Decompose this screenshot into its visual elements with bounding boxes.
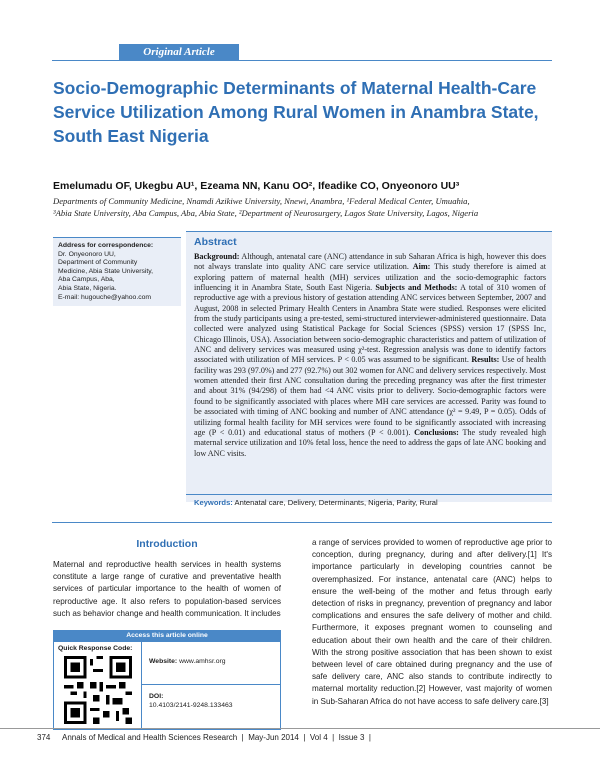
abstract-conclusions-label: Conclusions: (414, 427, 459, 437)
doi-label: DOI: (149, 693, 164, 700)
doi-block (149, 692, 277, 710)
page-number: 374 (37, 733, 51, 742)
author-list: Emelumadu OF, Ukegbu AU¹, Ezeama NN, Kanu OO², Ifeadike CO, Onyeonoro UU³ (53, 180, 460, 192)
abstract-results: Use of health facility was 293 (97.0%) and 277 (92.7%) out 302 women for ANC and delivery services respectively. Most women attended their first ANC consultation during the preceding pregnancy was after the first trimester and about 31% (94/298) of them had <4 ANC visits prior to delivery. Socio-demographic factors were found to be significantly associated with places where MH care services are accessed. Parity was found to be associated with timing of ANC booking and number of ANC attendance (χ² = 9.49, P = 0.05). Odds of utilizing formal health facility for MH services were found to be significantly associated with increasing age (P < 0.01) and educational status of mothers (P < 0.001). (194, 355, 546, 437)
keywords (194, 498, 546, 507)
affiliation-line: Departments of Community Medicine, Nnamdi Azikiwe University, Nnewi, Anambra, ¹Federal Medical Center, Umuahia, (53, 196, 470, 206)
introduction-right-column: a range of services provided to women of reproductive age prior to conception, during pregnancy, during and after delivery.[1] It's importance particularly in developing countries cannot be overemphasized. For instance, antenatal care (ANC) helps to ensure the well-being of the mother and fetus through early detection of risks in pregnancy, prevention of pregnancy and labor complications and ensures the safe delivery of mother and child. Furthermore, it exposes pregnant women to counseling and education about their own health and the care of their children. With the strong positive association that has been shown to exist between level of care obtained during pregnancy and the use of safe delivery care, ANC also stands to contribute indirectly to maternal mortality reduction.[2] However, vast majority of women in Sub-Saharan Africa do not have access to safe delivery care.[3] (312, 538, 552, 706)
abstract-background: Although, antenatal care (ANC) attendance in sub Saharan Africa is high, however this does not always translate into quality ANC care service utilization. (194, 252, 546, 272)
section-rule (52, 522, 552, 523)
introduction-heading: Introduction (136, 538, 198, 550)
access-box-divider (141, 684, 281, 685)
abstract-aim: This study therefore is aimed at exploring pattern of maternal health (MH) services utilization and the socio-demographic factors influencing it in Anambra State, South East Nigeria. (194, 262, 546, 293)
header-rule (52, 60, 552, 61)
website-label: Website: (149, 658, 178, 665)
abstract-conclusions: The study revealed high maternal service utilization and 10% fetal loss, hence the need to address the gaps of late ANC booking and low ANC visits. (194, 427, 547, 458)
correspondence-line: Abia State, Nigeria. (58, 284, 117, 292)
qr-label: Quick Response Code: (58, 645, 133, 652)
issue-number: Issue 3 (338, 733, 365, 742)
article-type-badge: Original Article (119, 44, 239, 61)
keywords-label: Keywords: (194, 498, 233, 507)
correspondence-email[interactable]: E-mail: hugouche@yahoo.com (58, 293, 152, 301)
correspondence-line: Department of Community (58, 259, 138, 267)
issue-date: May-Jun 2014 (248, 733, 299, 742)
abstract-aim-label: Aim: (412, 262, 431, 272)
abstract-results-label: Results: (471, 355, 500, 365)
footer-rule (0, 728, 600, 729)
qr-code-icon[interactable] (64, 656, 132, 724)
access-box-divider (141, 642, 142, 729)
introduction-left-column: Maternal and reproductive health services in health systems constitute a large range of curative and preventative health services of particular importance to the health of women of reproductive age. It also refers to population-based services such as behavior change and health communication. It includes (53, 560, 281, 618)
affiliation-line: ³Abia State University, Aba Campus, Aba, Abia State, ²Department of Neurosurgery, Lagos State University, Lagos, Nigeria (53, 208, 479, 218)
keywords-rule (186, 494, 552, 495)
correspondence-line: Dr. Onyeonoro UU, (58, 250, 116, 258)
abstract-background-label: Background: (194, 252, 240, 261)
keywords-text: Antenatal care, Delivery, Determinants, Nigeria, Parity, Rural (234, 498, 438, 507)
correspondence-line: Medicine, Abia State University, (58, 267, 154, 275)
correspondence-box (53, 237, 181, 306)
correspondence-heading: Address for correspondence: (58, 242, 154, 249)
journal-name: Annals of Medical and Health Sciences Research (62, 733, 238, 742)
abstract-methods-label: Subjects and Methods: (375, 283, 458, 293)
article-title: Socio-Demographic Determinants of Maternal Health-Care Service Utilization Among Rural Women in Anambra State, South East Nigeria (53, 78, 539, 146)
website-link[interactable]: www.amhsr.org (179, 658, 226, 665)
doi-link[interactable]: 10.4103/2141-9248.133463 (149, 702, 233, 709)
running-footer: Annals of Medical and Health Sciences Research | May-Jun 2014 | Vol 4 | Issue 3 | (62, 733, 371, 742)
access-box-title: Access this article online (53, 630, 281, 642)
affiliations (53, 195, 553, 219)
correspondence-line: Aba Campus, Aba, (58, 276, 115, 284)
abstract-heading: Abstract (194, 236, 237, 248)
volume: Vol 4 (309, 733, 328, 742)
abstract-methods: A total of 310 women of reproductive age with a previous history of gestation attending ANC services between September, 2007 and August, 2008 in selected Primary Health Centers in Anambra State were studied. Responses were elicited from the study participants using a pre-tested, semi-structured interviewer-administered questionnaire. Data collected were analyzed using Statistical Package for Social Sciences (SPSS) version 17 (SPSS Inc, Chicago Illinois, USA). Association between socio-demographic characteristics and pattern of utilization of ANC and delivery services was measured using χ²-test. Regression analysis was done to identify factors associated with utilization of MH services. P < 0.05 was assumed to be significant. (194, 283, 547, 365)
abstract-body (194, 252, 546, 459)
website-line (149, 658, 226, 665)
